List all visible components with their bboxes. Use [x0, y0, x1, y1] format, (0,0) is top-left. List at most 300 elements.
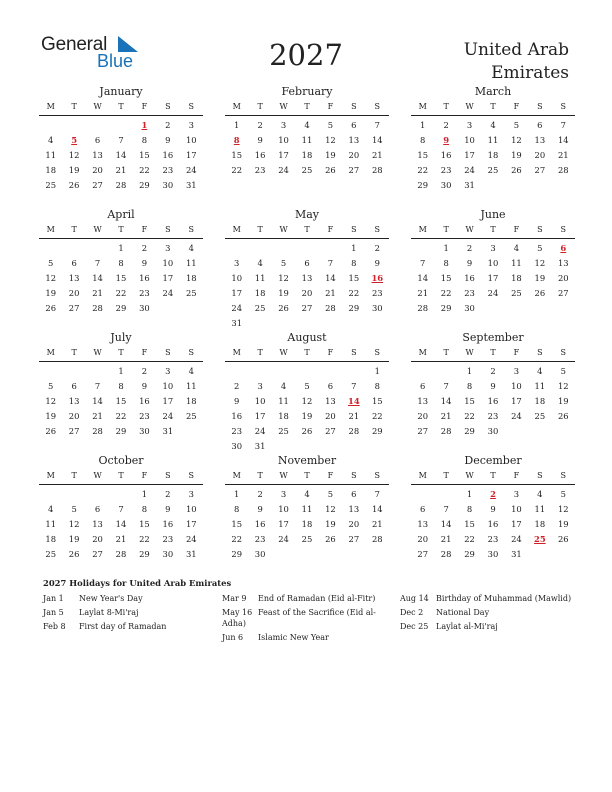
day-cell: 7 — [327, 258, 334, 268]
day-cell: 21 — [92, 288, 103, 298]
day-grid — [39, 362, 203, 439]
weekday-label: S — [374, 471, 381, 480]
day-cell: 15 — [371, 396, 383, 406]
weekday-label: S — [560, 348, 567, 357]
day-cell: 20 — [92, 165, 103, 175]
day-cell: 13 — [92, 519, 103, 529]
day-cell: 9 — [234, 396, 240, 406]
holiday-name: New Year's Day — [79, 594, 143, 603]
day-cell: 31 — [231, 318, 243, 328]
day-cell: 10 — [162, 381, 174, 391]
day-cell: 3 — [165, 243, 171, 253]
empty-cell — [248, 364, 271, 379]
weekday-header — [225, 222, 389, 239]
holiday-item — [222, 632, 382, 643]
day-cell: 11 — [185, 258, 197, 268]
weekday-label: F — [327, 348, 334, 357]
weekday-label: W — [279, 348, 288, 357]
day-cell: 22 — [371, 411, 383, 421]
holiday-day: 1 — [141, 120, 148, 130]
day-cell: 9 — [141, 381, 148, 391]
holiday-column — [222, 593, 382, 646]
weekday-label: F — [327, 225, 334, 234]
weekday-label: S — [351, 348, 357, 357]
weekday-label: M — [46, 102, 55, 111]
weekday-label: F — [141, 348, 148, 357]
day-cell: 7 — [374, 120, 380, 130]
weekday-label: T — [490, 348, 496, 357]
day-cell: 17 — [162, 273, 174, 283]
day-cell: 9 — [374, 258, 380, 268]
day-cell: 29 — [231, 549, 243, 559]
day-cell: 12 — [557, 381, 569, 391]
day-cell: 10 — [464, 135, 475, 145]
day-cell: 25 — [45, 180, 57, 190]
day-cell: 30 — [440, 180, 452, 190]
day-cell: 10 — [185, 504, 197, 514]
holiday-date: Mar 9 — [222, 594, 247, 603]
country-line-1: United Arab — [463, 40, 569, 60]
day-cell: 13 — [325, 396, 336, 406]
calendar-year: 2027 — [269, 38, 343, 72]
holiday-date: Jun 6 — [222, 633, 244, 642]
day-cell: 17 — [185, 519, 197, 529]
day-cell: 6 — [537, 120, 543, 130]
day-cell: 13 — [348, 135, 360, 145]
day-cell: 8 — [118, 258, 124, 268]
day-cell: 6 — [71, 381, 77, 391]
day-cell: 11 — [254, 273, 266, 283]
day-cell: 1 — [118, 366, 124, 376]
day-cell: 30 — [139, 303, 150, 313]
day-cell: 30 — [487, 426, 499, 436]
weekday-label: T — [304, 348, 310, 357]
weekday-label: M — [418, 225, 427, 234]
day-cell: 8 — [141, 135, 148, 145]
day-cell: 17 — [464, 150, 475, 160]
day-cell: 12 — [325, 504, 336, 514]
day-cell: 21 — [115, 534, 127, 544]
country-name — [409, 39, 569, 85]
day-cell: 12 — [45, 396, 57, 406]
holiday-day: 5 — [71, 135, 78, 145]
day-cell: 3 — [257, 381, 263, 391]
day-grid — [39, 116, 203, 193]
month-name: September — [462, 331, 524, 344]
day-cell: 13 — [348, 504, 360, 514]
day-cell: 27 — [417, 549, 429, 559]
weekday-label: W — [93, 102, 102, 111]
holiday-item — [400, 593, 583, 604]
day-cell: 26 — [68, 180, 80, 190]
day-cell: 16 — [231, 411, 243, 421]
day-cell: 27 — [68, 426, 80, 436]
weekday-label: S — [537, 471, 543, 480]
empty-cell — [248, 241, 271, 256]
weekday-header — [39, 468, 203, 485]
day-cell: 22 — [231, 165, 243, 175]
day-cell: 16 — [464, 273, 475, 283]
day-cell: 3 — [234, 258, 240, 268]
day-cell: 23 — [254, 534, 266, 544]
day-cell: 2 — [234, 381, 240, 391]
day-cell: 8 — [420, 135, 426, 145]
day-cell: 24 — [162, 288, 174, 298]
day-cell: 24 — [185, 165, 197, 175]
day-cell: 18 — [301, 519, 313, 529]
day-cell: 13 — [557, 258, 569, 268]
day-cell: 1 — [118, 243, 124, 253]
day-cell: 23 — [139, 288, 150, 298]
day-cell: 12 — [557, 504, 569, 514]
day-cell: 31 — [254, 441, 266, 451]
day-cell: 28 — [440, 426, 452, 436]
day-cell: 24 — [511, 411, 522, 421]
day-cell: 5 — [304, 381, 310, 391]
day-cell: 10 — [231, 273, 243, 283]
day-cell: 19 — [511, 150, 522, 160]
day-grid — [411, 485, 575, 562]
day-cell: 10 — [487, 258, 499, 268]
day-cell: 21 — [371, 519, 383, 529]
empty-cell — [39, 364, 62, 379]
day-cell: 4 — [304, 489, 310, 499]
day-cell: 30 — [231, 441, 243, 451]
day-cell: 3 — [280, 120, 287, 130]
day-cell: 27 — [325, 426, 336, 436]
day-cell: 14 — [92, 396, 103, 406]
weekday-label: M — [418, 102, 427, 111]
weekday-label: W — [93, 225, 102, 234]
day-cell: 23 — [440, 165, 452, 175]
day-cell: 22 — [440, 288, 452, 298]
weekday-label: S — [351, 102, 357, 111]
weekday-label: S — [188, 102, 195, 111]
empty-cell — [225, 241, 248, 256]
weekday-label: T — [443, 225, 449, 234]
day-cell: 15 — [464, 519, 475, 529]
weekday-header — [225, 99, 389, 116]
day-cell: 15 — [348, 273, 360, 283]
weekday-label: T — [443, 102, 449, 111]
holiday-list — [43, 578, 583, 642]
day-cell: 7 — [94, 258, 101, 268]
day-cell: 16 — [139, 273, 150, 283]
day-cell: 26 — [557, 411, 569, 421]
holiday-name: Laylat 8-Mi'raj — [79, 608, 139, 617]
weekday-label: S — [351, 225, 357, 234]
day-cell: 31 — [511, 549, 522, 559]
day-cell: 25 — [278, 426, 289, 436]
day-grid — [225, 239, 389, 331]
day-cell: 15 — [231, 150, 243, 160]
day-cell: 24 — [231, 303, 243, 313]
day-cell: 20 — [557, 273, 569, 283]
holiday-day: 2 — [490, 489, 496, 499]
day-cell: 28 — [115, 180, 127, 190]
day-cell: 14 — [115, 150, 127, 160]
day-cell: 20 — [301, 288, 313, 298]
day-cell: 9 — [141, 258, 148, 268]
day-cell: 17 — [162, 396, 174, 406]
weekday-label: W — [465, 348, 474, 357]
day-cell: 14 — [417, 273, 429, 283]
day-cell: 31 — [185, 180, 197, 190]
day-cell: 18 — [185, 396, 197, 406]
day-cell: 1 — [466, 366, 473, 376]
day-cell: 24 — [464, 165, 475, 175]
day-cell: 29 — [139, 549, 150, 559]
holiday-name: Islamic New Year — [258, 633, 329, 642]
weekday-label: M — [232, 102, 241, 111]
day-cell: 12 — [68, 519, 80, 529]
day-cell: 29 — [371, 426, 383, 436]
day-cell: 13 — [301, 273, 313, 283]
day-cell: 5 — [48, 258, 54, 268]
day-cell: 14 — [92, 273, 103, 283]
month-name: October — [98, 454, 144, 467]
month-name: June — [480, 208, 506, 221]
day-cell: 6 — [71, 258, 77, 268]
day-cell: 6 — [420, 504, 426, 514]
day-cell: 11 — [185, 381, 197, 391]
day-cell: 7 — [118, 504, 124, 514]
month-july — [39, 331, 203, 439]
weekday-label: W — [93, 471, 102, 480]
day-cell: 14 — [371, 504, 383, 514]
day-cell: 14 — [325, 273, 336, 283]
day-cell: 14 — [440, 396, 452, 406]
day-cell: 9 — [257, 504, 263, 514]
empty-cell — [86, 487, 109, 502]
day-cell: 17 — [254, 411, 266, 421]
day-cell: 17 — [278, 150, 289, 160]
month-august — [225, 331, 389, 454]
day-cell: 2 — [374, 243, 380, 253]
day-cell: 19 — [325, 519, 336, 529]
month-name: December — [464, 454, 522, 467]
day-cell: 1 — [374, 366, 380, 376]
month-december — [411, 454, 575, 562]
day-cell: 15 — [464, 396, 475, 406]
month-september — [411, 331, 575, 439]
weekday-label: M — [418, 471, 427, 480]
day-cell: 28 — [92, 303, 103, 313]
weekday-label: W — [279, 225, 288, 234]
weekday-label: T — [490, 471, 496, 480]
weekday-label: F — [327, 471, 334, 480]
day-cell: 27 — [557, 288, 569, 298]
day-cell: 12 — [534, 258, 546, 268]
day-cell: 21 — [417, 288, 429, 298]
weekday-label: F — [141, 471, 148, 480]
weekday-label: F — [513, 348, 520, 357]
day-cell: 29 — [139, 180, 150, 190]
month-name: March — [474, 85, 512, 98]
weekday-label: F — [513, 225, 520, 234]
day-cell: 23 — [254, 165, 266, 175]
day-cell: 14 — [557, 135, 569, 145]
empty-cell — [62, 241, 85, 256]
weekday-label: S — [560, 102, 567, 111]
weekday-label: S — [537, 225, 543, 234]
day-cell: 1 — [234, 489, 240, 499]
weekday-header — [411, 99, 575, 116]
weekday-header — [39, 345, 203, 362]
day-cell: 30 — [162, 549, 174, 559]
day-cell: 1 — [466, 489, 473, 499]
day-cell: 22 — [139, 534, 150, 544]
empty-cell — [342, 364, 365, 379]
weekday-header — [39, 222, 203, 239]
weekday-label: M — [232, 225, 241, 234]
day-cell: 27 — [301, 303, 313, 313]
day-cell: 28 — [371, 534, 383, 544]
weekday-label: S — [188, 348, 195, 357]
day-cell: 6 — [351, 120, 357, 130]
weekday-label: F — [513, 102, 520, 111]
holiday-date: Dec 25 — [400, 622, 429, 631]
day-cell: 3 — [466, 120, 473, 130]
day-cell: 10 — [162, 258, 174, 268]
month-name: July — [110, 331, 132, 344]
weekday-label: F — [141, 102, 148, 111]
day-cell: 8 — [374, 381, 380, 391]
weekday-header — [225, 345, 389, 362]
day-cell: 14 — [115, 519, 127, 529]
weekday-label: M — [232, 471, 241, 480]
empty-cell — [434, 487, 457, 502]
weekday-label: W — [93, 348, 102, 357]
day-cell: 27 — [534, 165, 546, 175]
holiday-date: Dec 2 — [400, 608, 424, 617]
weekday-label: T — [257, 348, 263, 357]
day-grid — [411, 239, 575, 316]
day-cell: 3 — [513, 366, 520, 376]
weekday-label: F — [141, 225, 148, 234]
weekday-label: T — [118, 471, 124, 480]
empty-cell — [411, 364, 434, 379]
day-cell: 5 — [48, 381, 54, 391]
holiday-date: Jan 5 — [43, 608, 64, 617]
day-cell: 16 — [162, 150, 174, 160]
day-cell: 26 — [301, 426, 313, 436]
month-february — [225, 85, 389, 178]
holiday-name: First day of Ramadan — [79, 622, 167, 631]
weekday-label: S — [165, 471, 171, 480]
country-line-2: Emirates — [491, 63, 569, 83]
day-cell: 3 — [490, 243, 496, 253]
day-cell: 4 — [304, 120, 310, 130]
day-cell: 23 — [487, 411, 499, 421]
day-cell: 13 — [68, 396, 80, 406]
weekday-header — [225, 468, 389, 485]
day-cell: 26 — [325, 534, 336, 544]
day-cell: 22 — [115, 411, 127, 421]
day-cell: 20 — [68, 288, 80, 298]
day-cell: 25 — [301, 165, 313, 175]
day-cell: 31 — [162, 426, 174, 436]
day-cell: 25 — [511, 288, 522, 298]
day-cell: 20 — [534, 150, 546, 160]
day-cell: 6 — [304, 258, 310, 268]
empty-cell — [62, 487, 85, 502]
empty-cell — [319, 241, 342, 256]
holiday-day: 8 — [233, 135, 240, 145]
day-cell: 25 — [301, 534, 313, 544]
empty-cell — [319, 364, 342, 379]
holiday-day: 16 — [371, 273, 384, 283]
day-cell: 16 — [254, 150, 266, 160]
day-cell: 22 — [348, 288, 360, 298]
day-cell: 8 — [443, 258, 449, 268]
day-cell: 8 — [466, 381, 473, 391]
day-cell: 10 — [278, 504, 289, 514]
day-cell: 14 — [371, 135, 383, 145]
holiday-list-title: 2027 Holidays for United Arab Emirates — [43, 578, 232, 588]
day-cell: 2 — [257, 120, 263, 130]
day-cell: 27 — [348, 534, 360, 544]
holiday-name: Birthday of Muhammad (Mawlid) — [436, 594, 572, 603]
day-cell: 7 — [118, 135, 124, 145]
day-cell: 28 — [440, 549, 452, 559]
logo-blue-text: Blue — [97, 51, 134, 71]
empty-cell — [86, 118, 109, 133]
day-cell: 26 — [45, 303, 57, 313]
day-cell: 4 — [188, 243, 194, 253]
day-cell: 22 — [231, 534, 243, 544]
day-cell: 15 — [440, 273, 452, 283]
holiday-name: Feast of the Sacrifice (Eid al-Adha) — [222, 608, 376, 628]
day-cell: 23 — [464, 288, 475, 298]
day-cell: 26 — [511, 165, 522, 175]
day-cell: 22 — [464, 411, 475, 421]
day-cell: 11 — [511, 258, 522, 268]
day-cell: 5 — [280, 258, 287, 268]
day-cell: 31 — [464, 180, 475, 190]
day-cell: 11 — [278, 396, 289, 406]
day-cell: 5 — [327, 120, 334, 130]
day-cell: 16 — [254, 519, 266, 529]
day-cell: 29 — [440, 303, 452, 313]
empty-cell — [295, 364, 318, 379]
empty-cell — [86, 241, 109, 256]
month-march — [411, 85, 575, 193]
day-cell: 15 — [417, 150, 429, 160]
weekday-label: T — [257, 225, 263, 234]
weekday-label: T — [257, 102, 263, 111]
weekday-label: T — [490, 102, 496, 111]
day-cell: 5 — [71, 504, 77, 514]
day-cell: 24 — [185, 534, 197, 544]
day-cell: 29 — [464, 426, 475, 436]
day-cell: 10 — [511, 381, 522, 391]
day-cell: 8 — [118, 381, 124, 391]
weekday-label: W — [279, 471, 288, 480]
day-cell: 9 — [165, 135, 171, 145]
weekday-label: T — [118, 102, 124, 111]
day-cell: 15 — [139, 150, 150, 160]
day-cell: 6 — [94, 504, 101, 514]
month-name: January — [99, 85, 143, 98]
day-cell: 3 — [165, 366, 171, 376]
day-cell: 12 — [68, 150, 80, 160]
weekday-header — [411, 468, 575, 485]
day-cell: 21 — [557, 150, 569, 160]
day-cell: 10 — [278, 135, 289, 145]
day-cell: 13 — [417, 519, 429, 529]
day-cell: 28 — [371, 165, 383, 175]
